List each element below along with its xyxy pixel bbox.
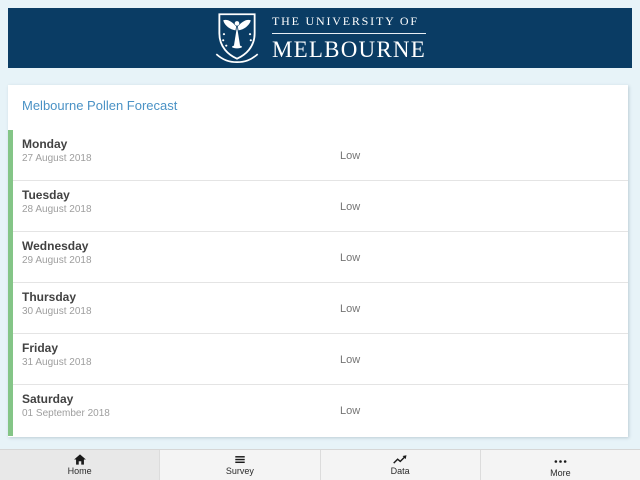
- pollen-level: Low: [340, 150, 361, 162]
- more-icon: [554, 456, 567, 467]
- pollen-level: Low: [340, 252, 361, 264]
- university-of-melbourne-logo: [214, 11, 426, 65]
- day-date: 01 September 2018: [22, 408, 110, 419]
- forecast-list: [8, 130, 628, 436]
- forecast-card: [8, 85, 628, 437]
- day-name: Wednesday: [22, 239, 89, 253]
- pollen-level: Low: [340, 303, 361, 315]
- pollen-level: Low: [340, 201, 361, 213]
- nav-tab-label: Data: [390, 466, 410, 476]
- survey-icon: [234, 454, 246, 465]
- data-icon: [393, 454, 407, 465]
- page-title: Melbourne Pollen Forecast: [22, 98, 178, 113]
- forecast-row-thursday[interactable]: [13, 283, 628, 334]
- nav-tab-more[interactable]: [481, 450, 640, 480]
- nav-tab-label: Survey: [225, 466, 254, 476]
- pollen-level: Low: [340, 405, 361, 417]
- home-icon: [73, 454, 87, 465]
- day-date: 27 August 2018: [22, 153, 92, 164]
- university-wordmark-line2: MELBOURNE: [272, 36, 426, 62]
- nav-tab-home[interactable]: [0, 450, 160, 480]
- day-date: 31 August 2018: [22, 357, 92, 368]
- day-name: Monday: [22, 137, 68, 151]
- day-name: Thursday: [22, 290, 77, 304]
- university-wordmark-line1: THE UNIVERSITY OF: [272, 14, 426, 34]
- forecast-row-tuesday[interactable]: [13, 181, 628, 232]
- day-date: 28 August 2018: [22, 204, 92, 215]
- nav-tab-survey[interactable]: [160, 450, 320, 480]
- day-date: 30 August 2018: [22, 306, 92, 317]
- pollen-level: Low: [340, 354, 361, 366]
- forecast-row-friday[interactable]: [13, 334, 628, 385]
- university-wordmark: [272, 14, 426, 63]
- day-name: Tuesday: [22, 188, 70, 202]
- forecast-row-wednesday[interactable]: [13, 232, 628, 283]
- bottom-nav: [0, 449, 640, 480]
- forecast-row-saturday[interactable]: [13, 385, 628, 436]
- day-date: 29 August 2018: [22, 255, 92, 266]
- university-crest-icon: [214, 11, 260, 65]
- university-header: [8, 8, 632, 68]
- nav-tab-data[interactable]: [321, 450, 481, 480]
- nav-tab-label: More: [550, 468, 571, 478]
- day-name: Friday: [22, 341, 59, 355]
- day-name: Saturday: [22, 392, 74, 406]
- forecast-row-monday[interactable]: [13, 130, 628, 181]
- nav-tab-label: Home: [67, 466, 92, 476]
